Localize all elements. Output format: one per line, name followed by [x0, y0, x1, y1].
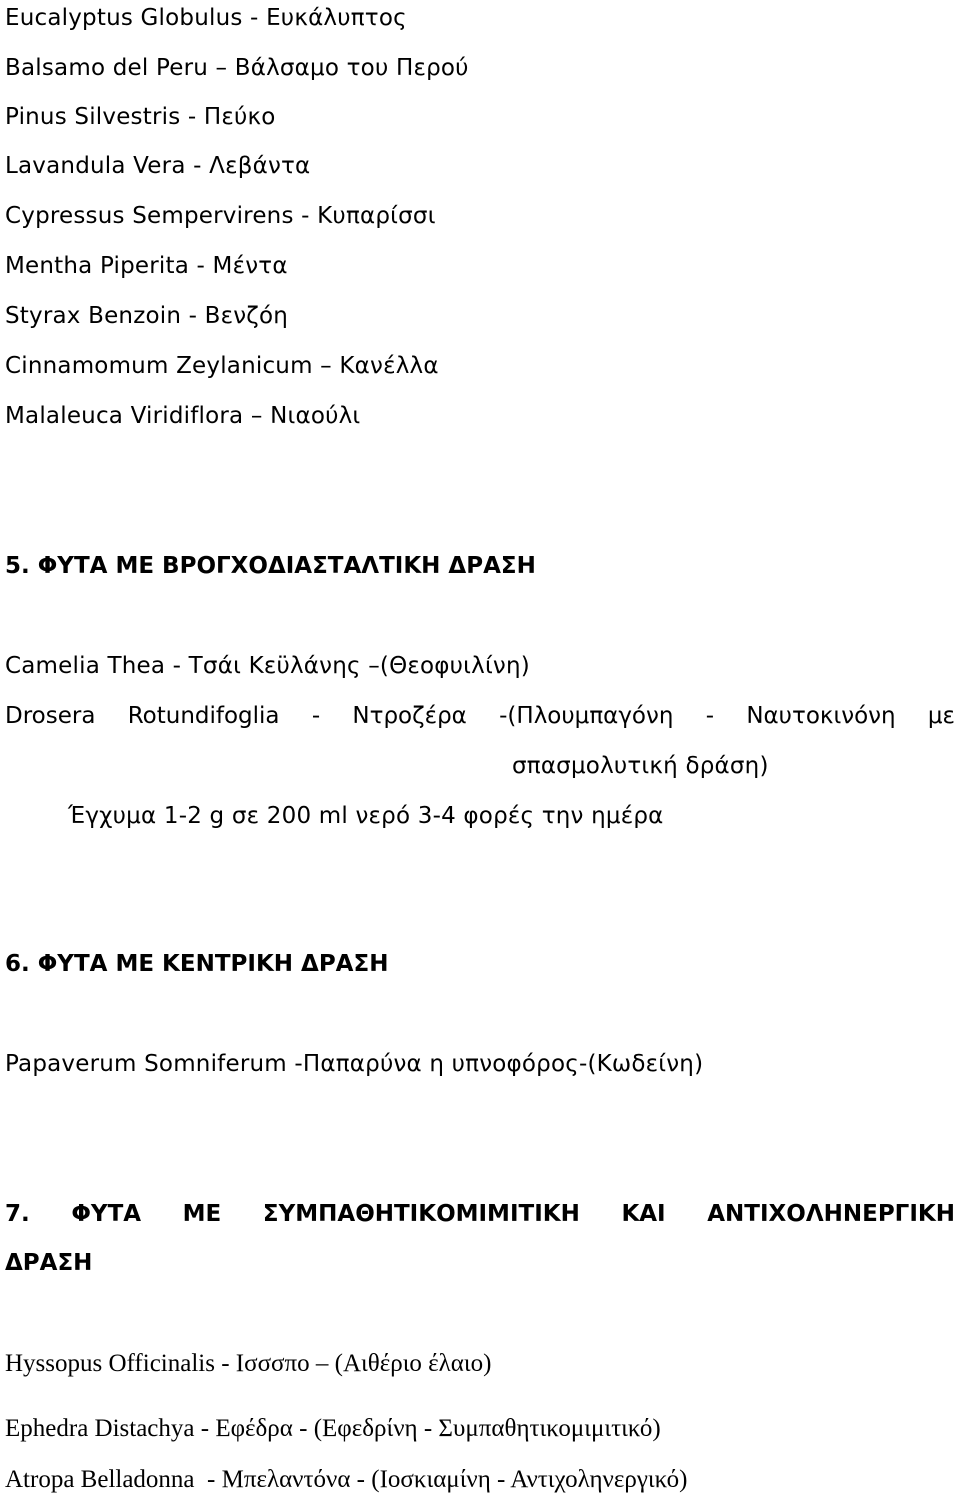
plant-line-styrax: Styrax Benzoin - Βενζόη: [5, 303, 289, 329]
word: Rotundifoglia: [127, 703, 280, 729]
section-7-heading-continuation: ΔΡΑΣΗ: [5, 1250, 93, 1276]
section-5-drosera-continuation: σπασμολυτική δράση): [512, 753, 769, 779]
section-5-dosage: Έγχυμα 1-2 g σε 200 ml νερό 3-4 φορές την ημέρα: [68, 803, 664, 829]
section-5-drosera-line: [5, 701, 955, 731]
section-7-hyssopus-line: Hyssopus Officinalis - Ισσσπο – (Αιθέριο έλαιο): [5, 1350, 492, 1377]
plant-line-mentha: Mentha Piperita - Μέντα: [5, 253, 288, 279]
plant-line-pinus: Pinus Silvestris - Πεύκο: [5, 104, 276, 130]
word: -: [705, 703, 715, 729]
heading-word: ΑΝΤΙΧΟΛΗΝΕΡΓΙΚΗ: [707, 1201, 955, 1227]
word: Ντροζέρα: [352, 703, 467, 729]
section-7-heading: [5, 1199, 955, 1229]
section-6-heading: 6. ΦΥΤΑ ΜΕ ΚΕΝΤΡΙΚΗ ΔΡΑΣΗ: [5, 951, 389, 977]
heading-word: ΣΥΜΠΑΘΗΤΙΚΟΜΙΜΙΤΙΚΗ: [262, 1201, 580, 1227]
section-5-heading: 5. ΦΥΤΑ ΜΕ ΒΡΟΓΧΟΔΙΑΣΤΑΛΤΙΚΗ ΔΡΑΣΗ: [5, 553, 536, 579]
word: με: [927, 703, 955, 729]
heading-word: ΚΑΙ: [621, 1201, 666, 1227]
heading-word: 7.: [5, 1201, 30, 1227]
plant-line-malaleuca: Malaleuca Viridiflora – Νιαούλι: [5, 403, 361, 429]
plant-line-lavandula: Lavandula Vera - Λεβάντα: [5, 153, 311, 179]
word: -(Πλουμπαγόνη: [499, 703, 674, 729]
plant-line-cypressus: Cypressus Sempervirens - Κυπαρίσσι: [5, 203, 436, 229]
word: -: [311, 703, 321, 729]
heading-word: ΜΕ: [182, 1201, 222, 1227]
section-6-papaverum-line: Papaverum Somniferum -Παπαρύνα η υπνοφόρος-(Κωδείνη): [5, 1051, 704, 1077]
section-7-ephedra-line: Ephedra Distachya - Εφέδρα - (Εφεδρίνη - Συμπαθητικομιμιτικό): [5, 1415, 661, 1442]
word: Ναυτοκινόνη: [746, 703, 896, 729]
plant-line-cinnamomum: Cinnamomum Zeylanicum – Κανέλλα: [5, 353, 439, 379]
word: Drosera: [5, 703, 96, 729]
section-7-atropa-line: Atropa Belladonna - Μπελαντόνα - (Ιοσκιαμίνη - Αντιχοληνεργικό): [5, 1466, 688, 1493]
heading-word: ΦΥΤΑ: [71, 1201, 142, 1227]
plant-line-balsamo: Balsamo del Peru – Βάλσαμο του Περού: [5, 55, 469, 81]
plant-line-eucalyptus: Eucalyptus Globulus - Ευκάλυπτος: [5, 5, 407, 31]
section-5-camelia-line: Camelia Thea - Τσάι Κεϋλάνης –(Θεοφυιλίνη): [5, 653, 530, 679]
